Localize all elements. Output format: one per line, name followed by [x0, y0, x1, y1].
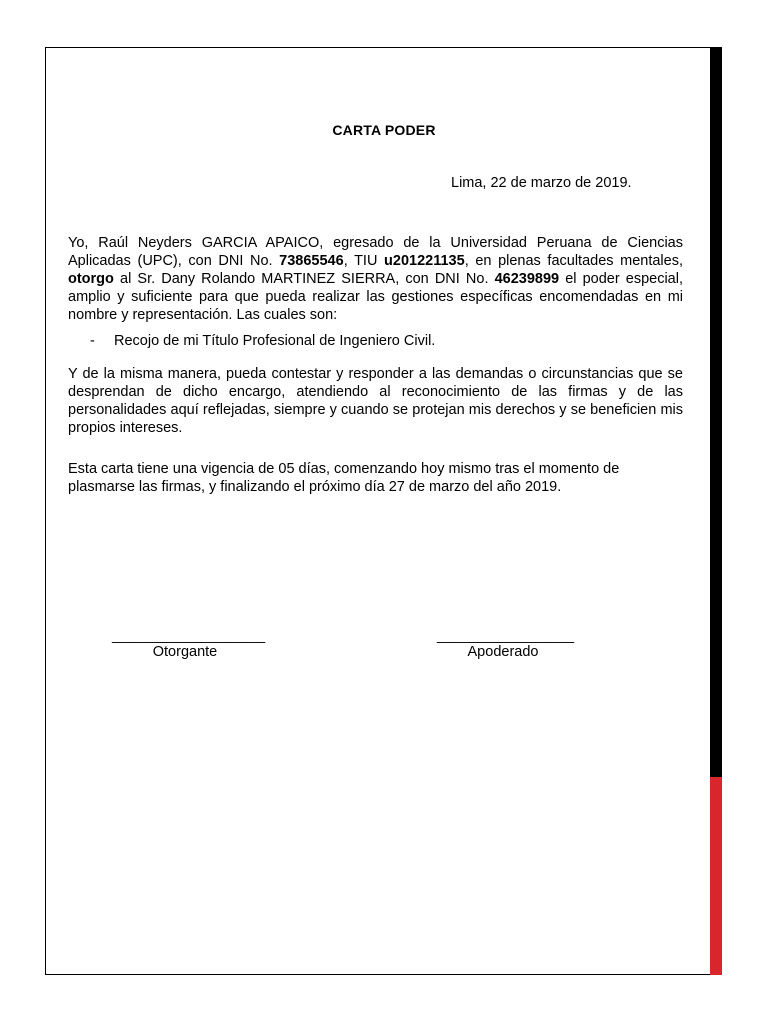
- paragraph-grant-text-1: Yo, Raúl Neyders GARCIA APAICO, egresado de la Universidad Peruana de Ciencias Aplicadas (UPC), con DNI No.: [68, 235, 683, 269]
- paragraph-grant-text-4: al Sr. Dany Rolando MARTINEZ SIERRA, con DNI No.: [113, 271, 495, 287]
- list-bullet: -: [90, 333, 95, 349]
- paragraph-scope: Y de la misma manera, pueda contestar y responder a las demandas o circunstancias que se desprendan de dicho encargo, atendiendo al reconocimiento de las firmas y de las personalidades aquí reflejadas, siempre y cuando se protejan mis derechos y se beneficien mis propios intereses.: [68, 366, 683, 436]
- signature-label-apoderado: Apoderado: [467, 644, 539, 660]
- side-bar-black: [710, 47, 722, 777]
- dni-grantor: 73865546: [279, 253, 344, 269]
- dni-grantee: 46239899: [494, 271, 560, 287]
- list-item-text: Recojo de mi Título Profesional de Ingeniero Civil.: [114, 333, 436, 349]
- paragraph-grant-text-3: , en plenas facultades mentales,: [464, 253, 683, 269]
- document-date: Lima, 22 de marzo de 2019.: [451, 175, 632, 191]
- otorgo-word: otorgo: [68, 271, 114, 287]
- list-item: [90, 333, 435, 349]
- paragraph-grant-text-5: el poder especial, amplio y suficiente para que pueda realizar las gestiones específicas encomendadas en mi nombre y representación. Las cuales son:: [68, 271, 683, 323]
- signature-line-left: ___________________: [112, 628, 266, 644]
- paragraph-grant: [68, 234, 683, 324]
- side-bar-red: [710, 777, 722, 975]
- signature-grantee: [437, 628, 575, 660]
- document-title: CARTA PODER: [332, 122, 436, 138]
- signature-line-right: _________________: [437, 628, 575, 644]
- signature-grantor: [112, 628, 266, 660]
- tiu-number: u201221135: [384, 253, 465, 269]
- paragraph-validity: Esta carta tiene una vigencia de 05 días, comenzando hoy mismo tras el momento de plasmarse las firmas, y finalizando el próximo día 27 de marzo del año 2019.: [68, 461, 620, 495]
- signature-label-otorgante: Otorgante: [152, 644, 218, 660]
- paragraph-grant-text-2: , TIU: [343, 253, 385, 269]
